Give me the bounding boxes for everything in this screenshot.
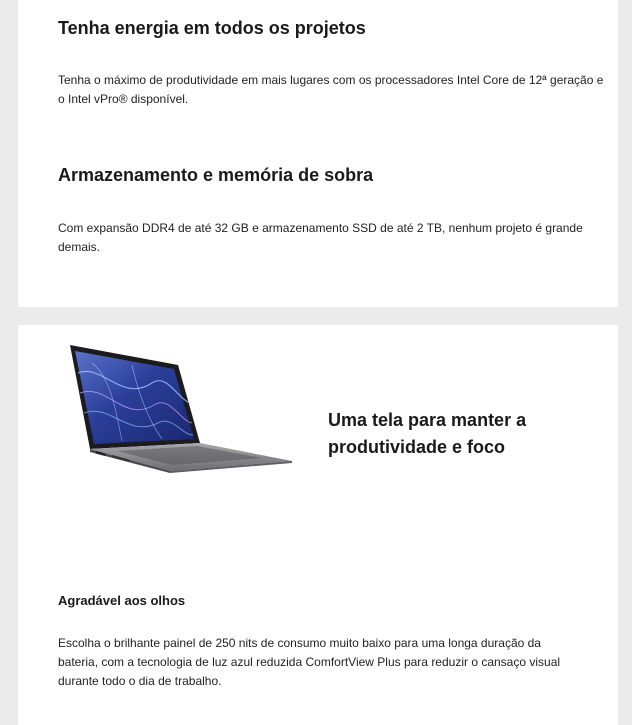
display-heading: Uma tela para manter a produtividade e foco — [328, 410, 527, 457]
eye-comfort-subheading: Agradável aos olhos — [58, 593, 186, 608]
energy-description: Tenha o máximo de produtividade em mais lugares com os processadores Intel Core de 12ª geração e o Intel vPro® disponível. — [58, 73, 604, 106]
storage-description: Com expansão DDR4 de até 32 GB e armazenamento SSD de até 2 TB, nenhum projeto é grande demais. — [58, 221, 583, 254]
feature-card-display — [18, 325, 618, 725]
energy-heading: Tenha energia em todos os projetos — [58, 18, 366, 38]
laptop-image — [62, 343, 292, 473]
eye-comfort-description: Escolha o brilhante painel de 250 nits de consumo muito baixo para uma longa duração da bateria, com a tecnologia de luz azul reduzida ComfortView Plus para reduzir o cansaço visual durante todo o dia de trabalho. — [58, 636, 561, 688]
storage-heading: Armazenamento e memória de sobra — [58, 165, 374, 185]
feature-card-top — [18, 0, 618, 307]
